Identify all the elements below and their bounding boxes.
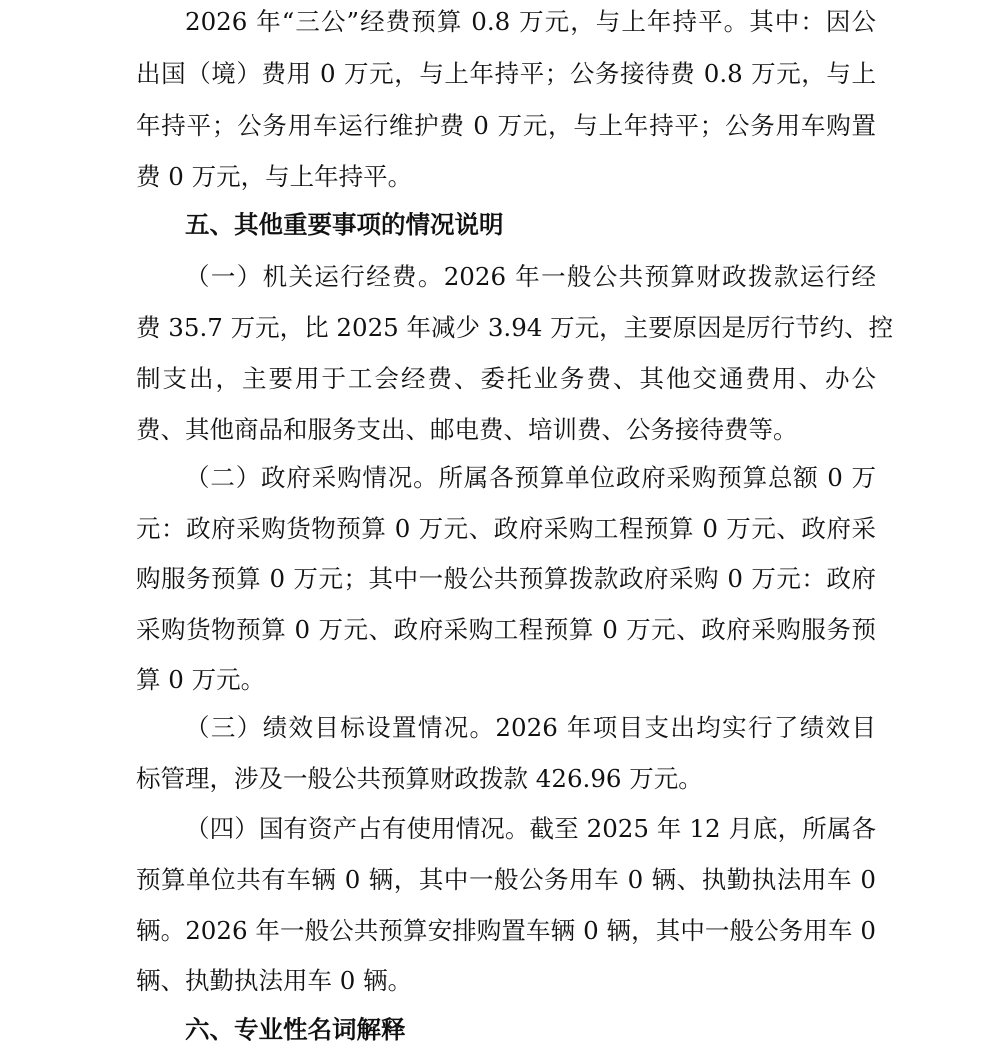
text-line: 费 0 万元，与上年持平。 [136,162,413,191]
text-line: 购服务预算 0 万元；其中一般公共预算拨款政府采购 0 万元：政府 [136,564,876,593]
text-line: 出国（境）费用 0 万元，与上年持平；公务接待费 0.8 万元，与上 [136,59,876,88]
section-heading-6: 六、专业性名词解释 [185,1015,406,1044]
text-line: 辆。2026 年一般公共预算安排购置车辆 0 辆，其中一般公务用车 0 [136,916,876,945]
text-line: 算 0 万元。 [136,665,266,694]
text-line: 费 35.7 万元，比 2025 年减少 3.94 万元，主要原因是厉行节约、控 [136,313,894,342]
text-line: 制支出，主要用于工会经费、委托业务费、其他交通费用、办公 [136,364,876,393]
text-line: 费、其他商品和服务支出、邮电费、培训费、公务接待费等。 [136,415,798,444]
text-line: （四）国有资产占有使用情况。截至 2025 年 12 月底，所属各 [185,814,876,843]
text-line: （一）机关运行经费。2026 年一般公共预算财政拨款运行经 [185,262,876,291]
text-line: 采购货物预算 0 万元、政府采购工程预算 0 万元、政府采购服务预 [136,615,876,644]
text-line: 辆、执勤执法用车 0 辆。 [136,966,413,995]
text-line: 标管理，涉及一般公共预算财政拨款 426.96 万元。 [136,764,703,793]
text-line: 元：政府采购货物预算 0 万元、政府采购工程预算 0 万元、政府采 [136,514,876,543]
text-line: 年持平；公务用车运行维护费 0 万元，与上年持平；公务用车购置 [136,111,876,140]
section-heading-5: 五、其他重要事项的情况说明 [185,210,504,239]
text-line: （三）绩效目标设置情况。2026 年项目支出均实行了绩效目 [185,713,876,742]
text-line: （二）政府采购情况。所属各预算单位政府采购预算总额 0 万 [185,463,876,492]
text-line: 2026 年“三公”经费预算 0.8 万元，与上年持平。其中：因公 [185,7,876,36]
text-line: 预算单位共有车辆 0 辆，其中一般公务用车 0 辆、执勤执法用车 0 [136,865,876,894]
